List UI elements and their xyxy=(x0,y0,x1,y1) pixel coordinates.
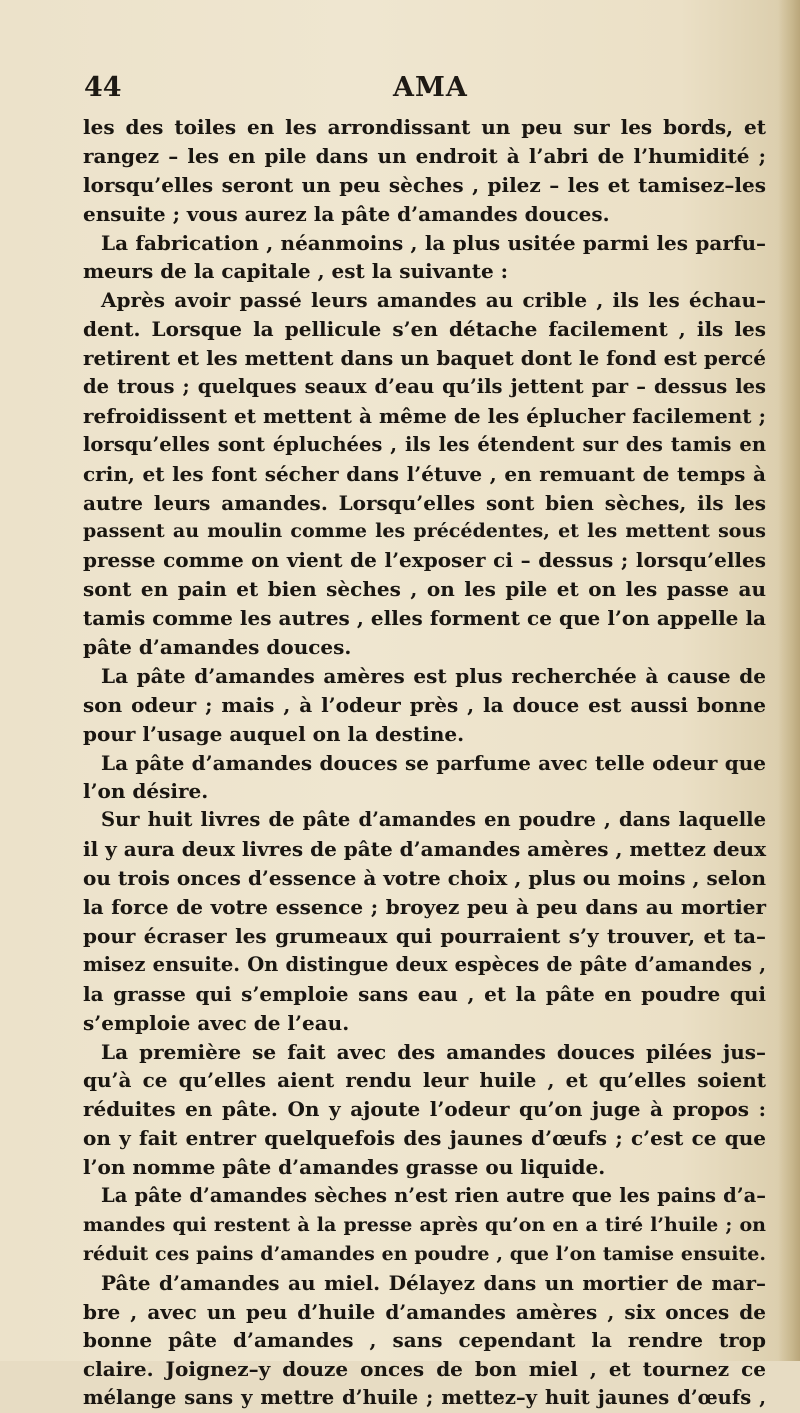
text-line: il y aura deux livres de pâte d’amandes amères , mettez deux xyxy=(83,837,767,862)
text-line: La première se fait avec des amandes douces pilées jus– xyxy=(101,1039,766,1064)
text-line: lorsqu’elles sont épluchées , ils les étendent sur des tamis en xyxy=(83,432,766,456)
text-line: bonne pâte d’amandes , sans cependant la rendre trop xyxy=(83,1328,766,1353)
text-line: pour écraser les grumeaux qui pourraient s’y trouver, et ta– xyxy=(83,923,766,948)
text-line: tamis comme les autres , elles forment ce que l’on appelle la xyxy=(83,606,766,631)
text-line: l’on désire. xyxy=(83,779,209,804)
text-line: réduit ces pains d’amandes en poudre , que l’on tamise ensuite. xyxy=(83,1242,766,1265)
text-line: de trous ; quelques seaux d’eau qu’ils jettent par – dessus les xyxy=(83,375,766,399)
text-line: bre , avec un peu d’huile d’amandes amères , six onces de xyxy=(83,1299,766,1324)
page-edge-shadow xyxy=(778,0,800,1361)
text-line: presse comme on vient de l’exposer ci – dessus ; lorsqu’elles xyxy=(83,548,766,573)
text-line: l’on nomme pâte d’amandes grasse ou liquide. xyxy=(83,1155,606,1180)
text-line: mélange sans y mettre d’huile ; mettez–y huit jaunes d’œufs , xyxy=(83,1386,766,1410)
text-line: passent au moulin comme les précédentes, et les mettent sous xyxy=(83,520,766,543)
body-text xyxy=(83,113,766,1413)
text-line: misez ensuite. On distingue deux espèces de pâte d’amandes , xyxy=(83,952,766,976)
text-line: ou trois onces d’essence à votre choix , plus ou moins , selon xyxy=(83,866,766,891)
text-line: dent. Lorsque la pellicule s’en détache facilement , ils les xyxy=(83,317,766,342)
text-line: la grasse qui s’emploie sans eau , et la pâte en poudre qui xyxy=(83,981,766,1006)
text-line: La pâte d’amandes douces se parfume avec telle odeur que xyxy=(101,750,766,775)
page-number: 44 xyxy=(84,72,122,103)
text-line: s’emploie avec de l’eau. xyxy=(83,1010,350,1035)
text-line: autre leurs amandes. Lorsqu’elles sont bien sèches, ils les xyxy=(83,490,766,515)
text-line: La pâte d’amandes sèches n’est rien autre que les pains d’a– xyxy=(101,1183,766,1207)
text-line: Pâte d’amandes au miel. Délayez dans un mortier de mar– xyxy=(101,1270,766,1295)
text-line: Sur huit livres de pâte d’amandes en poudre , dans laquelle xyxy=(101,808,766,832)
page-header xyxy=(0,72,800,112)
text-line: claire. Joignez–y douze onces de bon miel , et tournez ce xyxy=(83,1357,766,1382)
text-line: ensuite ; vous aurez la pâte d’amandes douces. xyxy=(83,201,610,226)
text-line: refroidissent et mettent à même de les éplucher facilement ; xyxy=(83,403,766,428)
text-line: rangez – les en pile dans un endroit à l’abri de l’humidité ; xyxy=(83,143,766,168)
text-line: qu’à ce qu’elles aient rendu leur huile , et qu’elles soient xyxy=(83,1068,766,1093)
text-line: réduites en pâte. On y ajoute l’odeur qu’on juge à propos : xyxy=(83,1097,766,1122)
text-line: on y fait entrer quelquefois des jaunes d’œufs ; c’est ce que xyxy=(83,1126,766,1151)
text-line: meurs de la capitale , est la suivante : xyxy=(83,259,509,284)
text-line: son odeur ; mais , à l’odeur près , la douce est aussi bonne xyxy=(83,692,766,717)
text-line: les des toiles en les arrondissant un peu sur les bords, et xyxy=(83,115,766,139)
text-line: lorsqu’elles seront un peu sèches , pilez – les et tamisez–les xyxy=(83,172,766,197)
text-line: pour l’usage auquel on la destine. xyxy=(83,721,465,746)
text-line: retirent et les mettent dans un baquet dont le fond est percé xyxy=(83,346,766,371)
text-line: Après avoir passé leurs amandes au crible , ils les échau– xyxy=(101,288,766,313)
text-line: sont en pain et bien sèches , on les pile et on les passe au xyxy=(83,577,766,602)
text-line: La fabrication , néanmoins , la plus usitée parmi les parfu– xyxy=(101,230,766,255)
text-line: La pâte d’amandes amères est plus recherchée à cause de xyxy=(101,663,766,688)
text-line: la force de votre essence ; broyez peu à peu dans au mortier xyxy=(83,895,766,920)
running-head: AMA xyxy=(393,72,468,103)
text-line: crin, et les font sécher dans l’étuve , en remuant de temps à xyxy=(83,461,766,486)
text-line: mandes qui restent à la presse après qu’on en a tiré l’huile ; on xyxy=(83,1213,766,1236)
text-line: pâte d’amandes douces. xyxy=(83,635,352,660)
